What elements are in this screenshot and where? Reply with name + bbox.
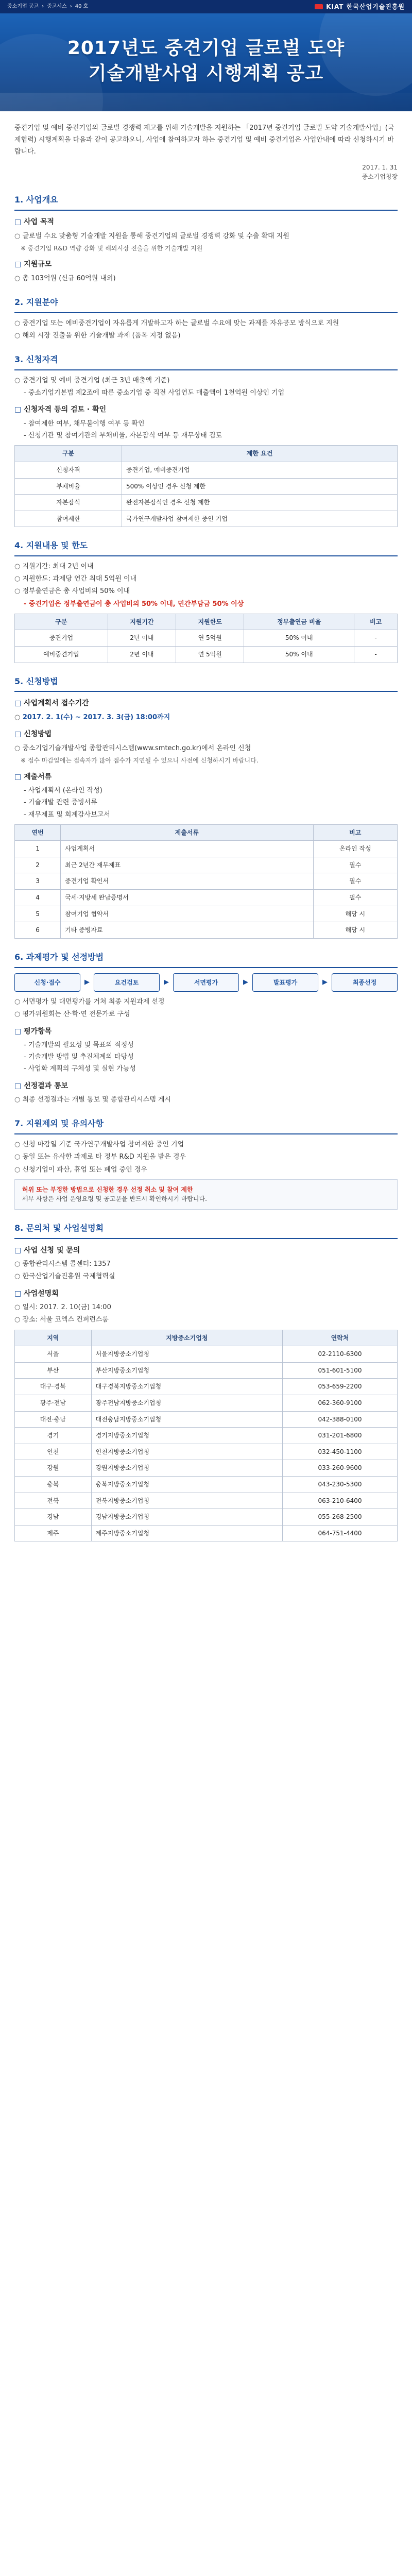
breadcrumb-item[interactable]: 중고시스 bbox=[47, 4, 67, 10]
list-subitem: - 중소기업기본법 제2조에 따른 중소기업 중 직전 사업연도 매출액이 1천억원 이상인 기업 bbox=[14, 388, 398, 398]
section-application bbox=[14, 675, 398, 939]
table-cell: 국가연구개발사업 참여제한 중인 기업 bbox=[122, 511, 398, 527]
list-item: ○ 장소: 서울 코엑스 컨퍼런스룸 bbox=[14, 1315, 398, 1325]
table-cell: 2년 이내 bbox=[108, 630, 176, 647]
title-banner bbox=[0, 13, 412, 111]
table-cell: 경기지방중소기업청 bbox=[91, 1428, 283, 1444]
top-bar bbox=[0, 0, 412, 13]
list-item: ○ 일시: 2017. 2. 10(금) 14:00 bbox=[14, 1302, 398, 1313]
title-line-1: 2017년도 중견기업 글로벌 도약 bbox=[67, 38, 345, 59]
table-header: 구분 bbox=[15, 614, 108, 630]
table-cell: 충북 bbox=[15, 1476, 92, 1493]
arrow-right-icon: ▶ bbox=[243, 978, 248, 986]
table-header: 지원기간 bbox=[108, 614, 176, 630]
table-cell: 032-450-1100 bbox=[283, 1444, 398, 1460]
table-cell: 해당 시 bbox=[313, 922, 397, 939]
subsection-title: □ 제출서류 bbox=[14, 772, 398, 783]
section-title: 8. 문의처 및 사업설명회 bbox=[14, 1222, 398, 1239]
table-row bbox=[15, 1379, 398, 1395]
breadcrumb-separator: › bbox=[42, 4, 44, 10]
table-cell: 제주 bbox=[15, 1525, 92, 1541]
table-header: 연번 bbox=[15, 824, 61, 841]
table-header: 정부출연금 비율 bbox=[244, 614, 354, 630]
subsection-title: □ 신청자격 등의 검토 · 확인 bbox=[14, 404, 398, 416]
issue-date: 2017. 1. 31 bbox=[362, 164, 398, 172]
flow-step: 발표평가 bbox=[252, 973, 318, 992]
subsection-title: □ 선정결과 통보 bbox=[14, 1081, 398, 1092]
table-cell: 사업계획서 bbox=[61, 841, 313, 857]
table-cell: 051-601-5100 bbox=[283, 1362, 398, 1379]
highlight-text: - 중견기업은 정부출연금이 총 사업비의 50% 이내, 민간부담금 50% 이상 bbox=[14, 599, 398, 609]
section-support-field bbox=[14, 296, 398, 341]
table-cell: 043-230-5300 bbox=[283, 1476, 398, 1493]
table-row bbox=[15, 1346, 398, 1363]
table-cell: 4 bbox=[15, 890, 61, 906]
table-cell: 1 bbox=[15, 841, 61, 857]
table-cell: 온라인 작성 bbox=[313, 841, 397, 857]
list-subitem: - 재무제표 및 회계감사보고서 bbox=[14, 810, 398, 820]
flow-step: 요건검토 bbox=[94, 973, 160, 992]
section-overview bbox=[14, 194, 398, 284]
table-cell: 필수 bbox=[313, 890, 397, 906]
table-cell: 경기 bbox=[15, 1428, 92, 1444]
table-cell: 경남지방중소기업청 bbox=[91, 1509, 283, 1526]
table-cell: 50% 이내 bbox=[244, 646, 354, 663]
list-item: ○ 중견기업 또는 예비중견기업이 자유롭게 개발하고자 하는 글로벌 수요에 맞는 과제를 자유공모 방식으로 지원 bbox=[14, 318, 398, 329]
list-subitem: - 기술개발 관련 증빙서류 bbox=[14, 798, 398, 808]
table-row bbox=[15, 478, 398, 495]
section-contact bbox=[14, 1222, 398, 1541]
table-row bbox=[15, 630, 398, 647]
logo-icon bbox=[315, 4, 323, 9]
table-row bbox=[15, 922, 398, 939]
list-subitem: - 사업화 계획의 구체성 및 실현 가능성 bbox=[14, 1064, 398, 1074]
breadcrumb bbox=[7, 3, 88, 11]
subsection-title: □ 사업계획서 접수기간 bbox=[14, 698, 398, 709]
section-eligibility bbox=[14, 353, 398, 527]
table-header: 구분 bbox=[15, 446, 122, 462]
table-cell: 부산 bbox=[15, 1362, 92, 1379]
table-cell: 3 bbox=[15, 873, 61, 890]
table-row bbox=[15, 1493, 398, 1509]
table-cell: 경남 bbox=[15, 1509, 92, 1526]
table-cell: 부산지방중소기업청 bbox=[91, 1362, 283, 1379]
table-header: 지원한도 bbox=[176, 614, 244, 630]
list-item: ○ 한국산업기술진흥원 국제협력실 bbox=[14, 1272, 398, 1282]
table-cell: 2 bbox=[15, 857, 61, 873]
table-row bbox=[15, 495, 398, 511]
flow-step: 최종선정 bbox=[332, 973, 398, 992]
note-text: ※ 접수 마감일에는 접속자가 많아 접수가 지연될 수 있으니 사전에 신청하시기 바랍니다. bbox=[14, 756, 398, 766]
table-cell: - bbox=[354, 646, 398, 663]
table-cell: 대전·충남 bbox=[15, 1411, 92, 1428]
evaluation-flow bbox=[14, 973, 398, 992]
table-row bbox=[15, 1411, 398, 1428]
table-row bbox=[15, 1428, 398, 1444]
table-cell: 062-360-9100 bbox=[283, 1395, 398, 1411]
list-item: ○ 신청 마감일 기준 국가연구개발사업 참여제한 중인 기업 bbox=[14, 1140, 398, 1150]
table-cell: 대구·경북 bbox=[15, 1379, 92, 1395]
table-cell: 전북 bbox=[15, 1493, 92, 1509]
table-cell: 완전자본잠식인 경우 신청 제한 bbox=[122, 495, 398, 511]
list-item: ○ 중견기업 및 예비 중견기업 (최근 3년 매출액 기준) bbox=[14, 376, 398, 386]
table-row bbox=[15, 1362, 398, 1379]
table-row bbox=[15, 646, 398, 663]
section-title: 4. 지원내용 및 한도 bbox=[14, 539, 398, 556]
list-item: ○ 서면평가 및 대면평가를 거쳐 최종 지원과제 선정 bbox=[14, 997, 398, 1007]
brand-name: KIAT 한국산업기술진흥원 bbox=[326, 3, 405, 10]
table-cell: 대전충남지방중소기업청 bbox=[91, 1411, 283, 1428]
table-cell: 충북지방중소기업청 bbox=[91, 1476, 283, 1493]
table-cell: 063-210-6400 bbox=[283, 1493, 398, 1509]
subsection-title: □ 사업 목적 bbox=[14, 217, 398, 228]
highlight-text: 허위 또는 부정한 방법으로 신청한 경우 선정 취소 및 참여 제한 bbox=[22, 1185, 193, 1193]
table-header: 비고 bbox=[313, 824, 397, 841]
warning-box bbox=[14, 1179, 398, 1210]
table-row bbox=[15, 1525, 398, 1541]
table-header: 지방중소기업청 bbox=[91, 1330, 283, 1346]
breadcrumb-separator: › bbox=[70, 4, 72, 10]
section-title: 5. 신청방법 bbox=[14, 675, 398, 692]
table-cell: 02-2110-6300 bbox=[283, 1346, 398, 1363]
list-item: ○ 최종 선정결과는 개별 통보 및 종합관리시스템 게시 bbox=[14, 1095, 398, 1105]
table-cell: 국세·지방세 완납증명서 bbox=[61, 890, 313, 906]
table-cell: 서울지방중소기업청 bbox=[91, 1346, 283, 1363]
subsection-title: □ 평가항목 bbox=[14, 1026, 398, 1038]
note-text: 세부 사항은 사업 운영요령 및 공고문을 반드시 확인하시기 바랍니다. bbox=[22, 1195, 207, 1203]
table-cell: 055-268-2500 bbox=[283, 1509, 398, 1526]
section-title: 7. 지원제외 및 유의사항 bbox=[14, 1117, 398, 1134]
brand-logo[interactable] bbox=[315, 2, 405, 12]
eligibility-table bbox=[14, 445, 398, 527]
list-item: ○ 총 103억원 (신규 60억원 내외) bbox=[14, 274, 398, 284]
table-cell: 053-659-2200 bbox=[283, 1379, 398, 1395]
table-cell: 예비중견기업 bbox=[15, 646, 108, 663]
table-cell: 참여제한 bbox=[15, 511, 122, 527]
table-cell: 기타 증빙자료 bbox=[61, 922, 313, 939]
list-item: ○ 글로벌 수요 맞춤형 기술개발 지원을 통해 중견기업의 글로벌 경쟁력 강화 및 수출 확대 지원 bbox=[14, 231, 398, 242]
application-period: ○ 2017. 2. 1(수) ~ 2017. 3. 3(금) 18:00까지 bbox=[14, 713, 398, 723]
breadcrumb-item[interactable]: 40 호 bbox=[75, 4, 89, 10]
table-cell: 031-201-6800 bbox=[283, 1428, 398, 1444]
table-cell: 전북지방중소기업청 bbox=[91, 1493, 283, 1509]
table-cell: 최근 2년간 재무제표 bbox=[61, 857, 313, 873]
note-text: ※ 중견기업 R&D 역량 강화 및 해외시장 진출을 위한 기술개발 지원 bbox=[14, 244, 398, 253]
list-subitem: - 사업계획서 (온라인 작성) bbox=[14, 786, 398, 796]
arrow-right-icon: ▶ bbox=[84, 978, 90, 986]
table-row bbox=[15, 841, 398, 857]
table-row bbox=[15, 1476, 398, 1493]
arrow-right-icon: ▶ bbox=[164, 978, 169, 986]
table-cell: 중견기업 bbox=[15, 630, 108, 647]
subsection-title: □ 사업설명회 bbox=[14, 1289, 398, 1300]
table-cell: 6 bbox=[15, 922, 61, 939]
title-line-2: 기술개발사업 시행계획 공고 bbox=[88, 62, 324, 84]
table-cell: 064-751-4400 bbox=[283, 1525, 398, 1541]
table-cell: 연 5억원 bbox=[176, 630, 244, 647]
table-cell: 50% 이내 bbox=[244, 630, 354, 647]
table-header: 제한 요건 bbox=[122, 446, 398, 462]
table-cell: 필수 bbox=[313, 873, 397, 890]
issuer-block bbox=[14, 163, 398, 181]
table-cell: 광주전남지방중소기업청 bbox=[91, 1395, 283, 1411]
table-row bbox=[15, 511, 398, 527]
table-row bbox=[15, 1509, 398, 1526]
table-row bbox=[15, 1395, 398, 1411]
list-item: ○ 종합관리시스템 콜센터: 1357 bbox=[14, 1259, 398, 1269]
list-item: ○ 동일 또는 유사한 과제로 타 정부 R&D 지원을 받은 경우 bbox=[14, 1152, 398, 1162]
list-item: ○ 신청기업이 파산, 휴업 또는 폐업 중인 경우 bbox=[14, 1165, 398, 1175]
table-row bbox=[15, 857, 398, 873]
table-header: 지역 bbox=[15, 1330, 92, 1346]
list-subitem: - 기술개발의 필요성 및 목표의 적정성 bbox=[14, 1040, 398, 1050]
table-header: 연락처 bbox=[283, 1330, 398, 1346]
table-cell: 중견기업 확인서 bbox=[61, 873, 313, 890]
table-cell: 광주·전남 bbox=[15, 1395, 92, 1411]
list-item: ○ 지원기간: 최대 2년 이내 bbox=[14, 562, 398, 572]
flow-step: 서면평가 bbox=[173, 973, 239, 992]
table-row bbox=[15, 462, 398, 479]
table-cell: 서울 bbox=[15, 1346, 92, 1363]
list-item: ○ 정부출연금은 총 사업비의 50% 이내 bbox=[14, 586, 398, 597]
table-row bbox=[15, 873, 398, 890]
subsection-title: □ 신청방법 bbox=[14, 729, 398, 740]
list-subitem: - 신청기관 및 참여기관의 부채비율, 자본잠식 여부 등 재무상태 검토 bbox=[14, 431, 398, 441]
subsection-title: □ 사업 신청 및 문의 bbox=[14, 1245, 398, 1257]
table-cell: 부채비율 bbox=[15, 478, 122, 495]
table-cell: 제주지방중소기업청 bbox=[91, 1525, 283, 1541]
section-title: 6. 과제평가 및 선정방법 bbox=[14, 951, 398, 968]
table-cell: 인천 bbox=[15, 1444, 92, 1460]
table-cell: 5 bbox=[15, 906, 61, 922]
list-item: ○ 해외 시장 진출을 위한 기술개발 과제 (품목 지정 없음) bbox=[14, 331, 398, 341]
documents-table bbox=[14, 824, 398, 939]
list-item: ○ 평가위원회는 산·학·연 전문가로 구성 bbox=[14, 1009, 398, 1020]
table-cell: 신청자격 bbox=[15, 462, 122, 479]
table-cell: 해당 시 bbox=[313, 906, 397, 922]
notice-body bbox=[0, 111, 412, 1541]
table-cell: 필수 bbox=[313, 857, 397, 873]
section-title: 1. 사업개요 bbox=[14, 194, 398, 211]
subsection-title: □ 지원규모 bbox=[14, 259, 398, 270]
table-cell: 대구경북지방중소기업청 bbox=[91, 1379, 283, 1395]
intro-text: 중견기업 및 예비 중견기업의 글로벌 경쟁력 제고를 위해 기술개발을 지원하는 「2017년 중견기업 글로벌 도약 기술개발사업」(국제협력) 시행계획을 다음과 같이 공고하오니, 사업에 참여하고자 하는 중견기업 및 예비 중견기업은 사업안내에 따라 신청하시기 바랍니다. bbox=[14, 124, 394, 156]
table-row bbox=[15, 1460, 398, 1477]
table-cell: 500% 이상인 경우 신청 제한 bbox=[122, 478, 398, 495]
flow-step: 신청·접수 bbox=[14, 973, 80, 992]
table-header: 비고 bbox=[354, 614, 398, 630]
section-title: 3. 신청자격 bbox=[14, 353, 398, 370]
table-cell: 중견기업, 예비중견기업 bbox=[122, 462, 398, 479]
table-header: 제출서류 bbox=[61, 824, 313, 841]
list-subitem: - 기술개발 방법 및 추진체계의 타당성 bbox=[14, 1052, 398, 1062]
list-item[interactable]: ○ 중소기업기술개발사업 종합관리시스템(www.smtech.go.kr)에서 온라인 신청 bbox=[14, 743, 398, 754]
table-cell: 연 5억원 bbox=[176, 646, 244, 663]
section-evaluation bbox=[14, 951, 398, 1106]
table-cell: 참여기업 협약서 bbox=[61, 906, 313, 922]
list-subitem: - 참여제한 여부, 채무불이행 여부 등 확인 bbox=[14, 419, 398, 429]
table-cell: 강원 bbox=[15, 1460, 92, 1477]
table-cell: 033-260-9600 bbox=[283, 1460, 398, 1477]
page-title bbox=[0, 13, 412, 86]
arrow-right-icon: ▶ bbox=[322, 978, 328, 986]
issuer-name: 중소기업청장 bbox=[362, 173, 398, 181]
section-exclusions bbox=[14, 1117, 398, 1209]
table-row bbox=[15, 1444, 398, 1460]
section-title: 2. 지원분야 bbox=[14, 296, 398, 313]
table-row bbox=[15, 890, 398, 906]
support-limit-table bbox=[14, 614, 398, 663]
section-support-details bbox=[14, 539, 398, 663]
table-cell: 강원지방중소기업청 bbox=[91, 1460, 283, 1477]
contact-table bbox=[14, 1330, 398, 1542]
breadcrumb-item[interactable]: 중소기업 공고 bbox=[7, 4, 39, 10]
table-cell: 인천지방중소기업청 bbox=[91, 1444, 283, 1460]
table-row bbox=[15, 906, 398, 922]
table-cell: 자본잠식 bbox=[15, 495, 122, 511]
table-cell: 2년 이내 bbox=[108, 646, 176, 663]
list-item: ○ 지원한도: 과제당 연간 최대 5억원 이내 bbox=[14, 574, 398, 584]
table-cell: 042-388-0100 bbox=[283, 1411, 398, 1428]
table-cell: - bbox=[354, 630, 398, 647]
banner-decoration bbox=[0, 93, 412, 111]
